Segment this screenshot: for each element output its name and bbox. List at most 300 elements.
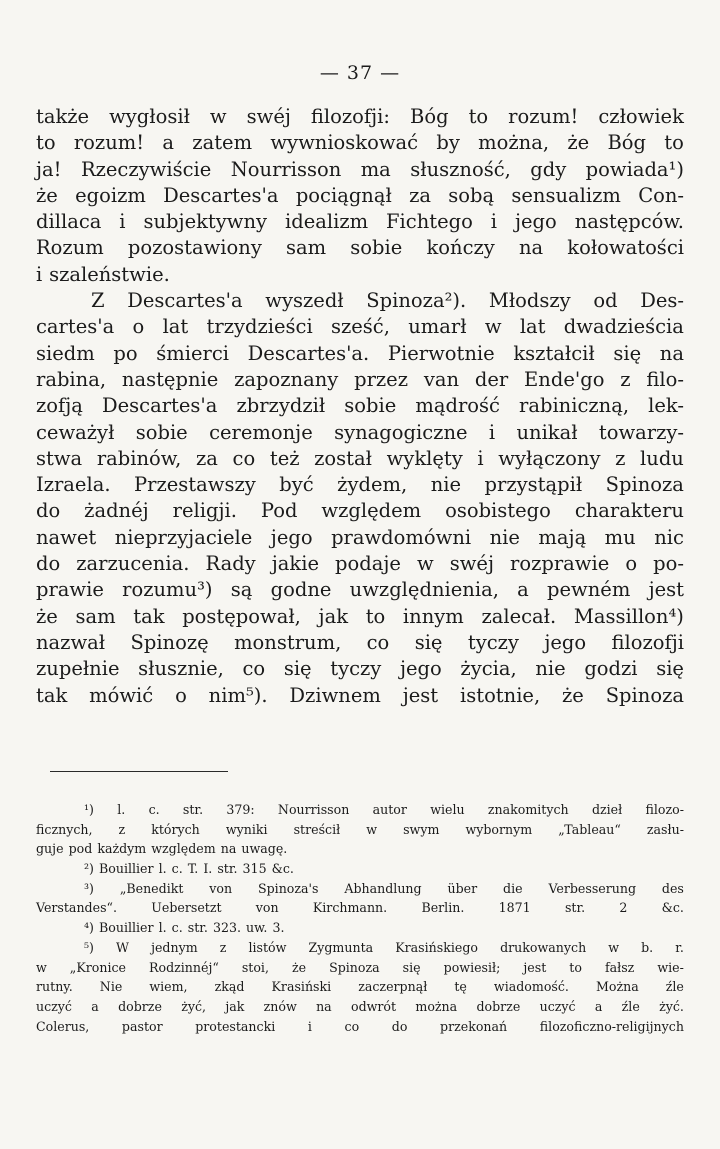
word: to [468,105,489,128]
body-line [36,130,684,156]
word: nie [430,473,462,497]
word: Nourrisson [230,157,342,181]
word: z [615,446,626,470]
word: w [209,105,227,128]
footnote-line [36,958,684,978]
word: &c. [661,900,684,916]
word: o [132,315,145,339]
word: Z [91,289,105,313]
body-line [36,314,684,340]
body-line [36,683,684,709]
word: listów [248,939,287,955]
word: do [391,1018,408,1034]
word: a [91,998,99,1014]
word: filozofji [611,630,684,654]
word: mówić [89,683,154,707]
word: a [517,578,529,602]
word: Bouillier [99,861,154,877]
word: Con- [638,183,684,207]
word: Rzeczywiście [80,157,212,181]
word: o [175,683,187,707]
word: słusznie, [138,657,224,681]
word: b. [641,939,654,955]
word: van [423,367,460,391]
word: Nie [99,979,123,995]
word: się [656,657,684,681]
word: na [220,841,237,857]
word: po [113,341,138,365]
word: z [219,939,227,955]
footnote-line [36,879,684,899]
word: swéj [246,105,291,128]
word: str. [564,900,586,916]
word: życia, [460,657,517,681]
word: są [230,578,253,602]
word: to [569,959,582,975]
word: Kirchmann. [312,900,388,916]
word: Uebersetzt [151,900,222,916]
word: w [36,959,47,975]
word: Zygmunta [308,939,374,955]
word: nawet [36,525,97,549]
word: ficznych, [36,821,93,837]
word: w [366,821,378,837]
word: die [503,880,523,896]
word: ³) [84,880,94,896]
word: wyklęty [386,446,463,470]
word: siedm [36,341,95,365]
word: towarzy- [598,420,684,444]
word: następnie [121,367,219,391]
word: z [118,821,126,837]
word: ²) [84,861,94,877]
footnote-line [36,839,684,859]
word: sześć, [330,315,390,339]
word: 2 [619,900,628,916]
word: subjektywny [143,210,268,234]
word: co [232,446,256,470]
word: zupełnie [36,657,120,681]
body-line [36,367,684,393]
word: zasłu- [646,821,684,837]
word: nazwał [36,630,106,654]
word: Descartes'a [101,394,218,418]
word: umarł [408,315,467,339]
word: Izraela. [36,473,111,497]
word: protestancki [195,1018,276,1034]
word: względem [151,841,216,857]
word: źle [621,998,640,1014]
word: znów [263,998,297,1014]
word: ⁴) [84,920,94,936]
word: z [620,367,631,391]
word: nic [654,525,684,549]
body-line [36,420,684,446]
word: stoi, [241,959,269,975]
word: zbrzydził [236,394,326,418]
word: co [366,630,390,654]
word: zarzucenia. [76,552,190,576]
word: zofją [36,394,83,418]
word: to [664,131,684,155]
word: co [344,1018,360,1034]
word: Des- [640,289,684,313]
word: uczyć [539,998,576,1014]
word: istotnie, [459,683,541,707]
word: kształcił [513,341,595,365]
word: jest [402,683,439,707]
word: nie [535,657,566,681]
word: fałsz [604,959,635,975]
word: osobistego [445,499,551,523]
word: sobie [135,420,188,444]
word: W [116,939,129,955]
body-line [36,577,684,603]
word: przez [354,367,408,391]
footnote-line [36,997,684,1017]
word: l. [158,861,167,877]
word: a [162,131,175,155]
word: ¹) [84,802,94,817]
word: jego [399,657,442,681]
word: tę [454,979,467,995]
word: mu [604,525,636,549]
word: zapoznany [234,367,339,391]
word: sobie [350,236,403,260]
word: ⁵) [84,939,94,955]
body-line [36,341,684,367]
body-line [36,446,684,472]
word: że [567,131,590,155]
body-line [36,262,684,288]
word: jego [514,210,557,234]
word: że [291,959,307,975]
word: Przestawszy [134,473,256,497]
footnote-line [36,898,684,918]
word: mają [538,525,587,549]
word: Spinozę [130,630,209,654]
word: swéj [449,552,495,576]
word: lek- [648,394,684,418]
word: i [307,1018,312,1034]
word: jak [318,604,349,628]
footnote-line [36,918,684,938]
word: i [490,210,498,234]
word: kołowatości [567,236,684,260]
word: nie [489,525,520,549]
footnote-line [36,1017,684,1037]
word: Descartes'a. [247,341,370,365]
footnote-line [36,800,684,820]
word: to [365,604,386,628]
word: dzieł [591,802,623,817]
word: pociągnął [295,183,392,207]
word: dobrze [118,998,162,1014]
word: że [562,683,584,707]
word: Nourrisson [277,802,350,817]
word: nieprzyjaciele [114,525,253,549]
word: c. [171,920,183,936]
word: Krasińskiego [395,939,479,955]
word: rozumu³) [122,578,213,602]
word: wygłosił [109,105,190,128]
word: postępował, [182,604,301,628]
footnote-separator [50,771,228,772]
word: wyniki [225,821,268,837]
word: wie- [657,959,684,975]
word: Rodzinnéj“ [149,959,219,975]
word: na [659,341,684,365]
word: von [209,880,233,896]
word: stwa [36,446,83,470]
word: uwagę. [241,841,288,857]
word: guje [36,841,64,857]
word: sam [75,604,116,628]
body-line [36,235,684,261]
word: jest [648,578,684,602]
body-text [36,104,684,709]
word: i [488,420,496,444]
word: i [477,446,484,470]
word: wybornym [465,821,533,837]
word: wielu [430,802,465,817]
word: ceremonje [209,420,313,444]
word: tak [133,604,165,628]
word: ma [360,157,391,181]
body-line [36,288,684,314]
body-line [36,472,684,498]
word: i [36,262,43,286]
word: jak [225,998,245,1014]
word: wiem, [149,979,188,995]
word: Verbesserung [548,880,637,896]
word: wywnioskować [270,131,419,155]
word: żyć, [181,998,207,1014]
word: odwrót [350,998,397,1014]
word: Verstandes“. [36,900,117,916]
word: prawdomówni [331,525,472,549]
word: szaleństwie. [49,262,170,286]
word: charakteru [574,499,684,523]
word: Bóg [607,131,647,155]
word: l. [158,920,167,936]
word: powiesił; [443,959,501,975]
body-line [36,498,684,524]
word: uczyć [36,998,72,1014]
word: się [283,657,312,681]
word: rabinów, [96,446,182,470]
body-line [36,209,684,235]
word: Spinoza [329,959,380,975]
word: do [36,499,61,523]
word: c. [148,802,160,817]
word: filozoficzno-religijnych [539,1018,684,1034]
word: drukowanych [500,939,587,955]
word: jednym [151,939,198,955]
word: str. [182,802,204,817]
word: filozofji: [310,105,390,128]
word: 315 [242,861,267,877]
word: żyć. [659,998,684,1014]
word: rozum! [73,131,145,155]
word: &c. [271,861,294,877]
word: dobrze [476,998,521,1014]
word: 1871 [498,900,531,916]
word: na [518,236,544,260]
word: jest [523,959,547,975]
word: lat [162,315,189,339]
word: co [242,657,266,681]
word: swym [403,821,440,837]
word: Rozum [36,236,104,260]
word: się [414,630,443,654]
word: str. [187,920,208,936]
word: r. [675,939,684,955]
word: autor [372,802,407,817]
word: względem [321,499,422,523]
word: „Kronice [69,959,126,975]
word: godzi [584,657,638,681]
word: Spinoza²). [366,289,467,313]
word: Descartes'a [127,289,243,313]
word: unikał [516,420,578,444]
word: Młodszy [488,289,571,313]
word: religji. [172,499,237,523]
word: synagogiczne [334,420,468,444]
body-line [36,604,684,630]
word: w [608,939,620,955]
word: których [151,821,200,837]
word: rabiniczną, [519,394,630,418]
word: rabina, [36,367,107,391]
word: tak [36,683,68,707]
word: Bouillier [99,920,154,936]
word: także [36,105,90,128]
word: by [436,131,460,155]
word: po- [653,552,684,576]
word: Można [595,979,639,995]
word: idealizm [284,210,369,234]
word: Pod [260,499,298,523]
word: von [255,900,279,916]
word: że [36,183,58,207]
word: filozo- [645,802,684,817]
word: przekonań [440,1018,508,1034]
word: pewném [547,578,631,602]
word: za [196,446,218,470]
word: zkąd [214,979,245,995]
body-line [36,104,684,130]
word: się [613,341,642,365]
word: jego [544,630,587,654]
word: do [36,552,61,576]
word: na [316,998,332,1014]
word: ceważył [36,420,115,444]
word: der [474,367,509,391]
word: zatem [192,131,253,155]
word: mądrość [415,394,500,418]
word: Ende'go [524,367,605,391]
word: źle [665,979,684,995]
word: filo- [646,367,684,391]
word: o [625,552,638,576]
word: jego [270,525,313,549]
word: zaczerpnął [358,979,428,995]
word: T. [187,861,199,877]
word: ja! [36,157,62,181]
word: Spinoza [605,683,684,707]
word: pod [68,841,93,857]
page-number: — 37 — [319,62,401,84]
word: od [593,289,618,313]
word: prawie [36,578,104,602]
word: w [484,315,502,339]
footnote-line [36,977,684,997]
word: pozostawiony [127,236,262,260]
word: znakomitych [487,802,569,817]
word: Colerus, [36,1018,90,1034]
word: cartes'a [36,315,115,339]
word: można, [478,131,550,155]
body-line [36,630,684,656]
word: jakie [271,552,319,576]
footnote-line [36,820,684,840]
word: Massillon⁴) [573,604,684,628]
word: pastor [121,1018,163,1034]
word: uwzględnienia, [349,578,499,602]
word: wyłączony [498,446,601,470]
word: l. [117,802,126,817]
word: Berlin. [421,900,465,916]
word: trzydzieści [206,315,313,339]
word: sam [286,236,327,260]
word: można [415,998,458,1014]
word: tyczy [330,657,382,681]
word: Spinoza [605,473,684,497]
word: c. [171,861,183,877]
word: über [447,880,478,896]
body-line [36,551,684,577]
word: Descartes'a [163,183,279,207]
word: „Benedikt [119,880,184,896]
word: przystąpił [484,473,583,497]
word: sobą [448,183,495,207]
word: zalecał. [481,604,557,628]
word: innym [402,604,464,628]
word: Fichtego [386,210,473,234]
word: Pierwotnie [387,341,495,365]
word: następców. [574,210,684,234]
word: dwadzieścia [563,315,684,339]
word: rozum! [508,105,579,128]
word: śmierci [156,341,230,365]
word: ludu [640,446,684,470]
word: 323. [212,920,241,936]
word: też [269,446,300,470]
word: I. [203,861,213,877]
word: to [36,131,56,155]
word: nim⁵). [208,683,268,707]
word: żadnéj [84,499,149,523]
word: za [409,183,431,207]
footnotes [36,800,684,1036]
word: sobie [344,394,397,418]
word: kończy [426,236,495,260]
word: Bóg [410,105,449,128]
word: powiada¹) [585,157,684,181]
word: Spinoza's [257,880,319,896]
word: streścił [293,821,341,837]
